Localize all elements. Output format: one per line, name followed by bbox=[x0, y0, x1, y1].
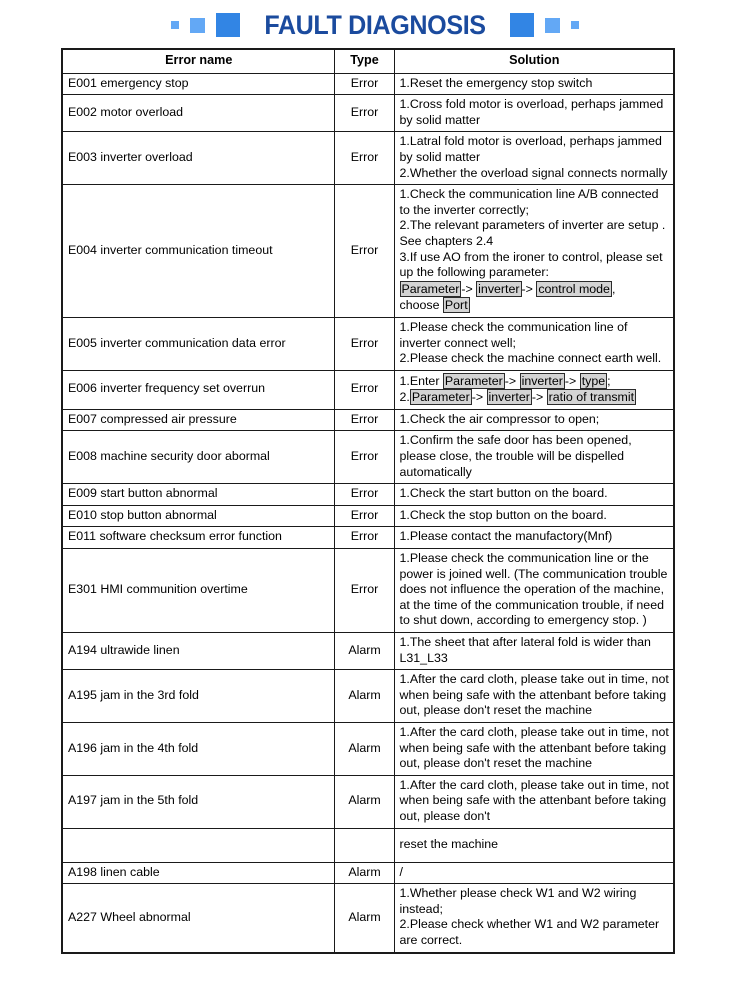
solution-line: 3.If use AO from the ironer to control, please set up the following parameter: bbox=[399, 249, 663, 280]
column-header-solution: Solution bbox=[394, 49, 674, 73]
solution-line: 1.Check the start button on the board. bbox=[399, 486, 608, 501]
table-row bbox=[62, 884, 674, 953]
decor-square-small-right bbox=[571, 21, 579, 29]
table-row bbox=[62, 95, 674, 132]
solution-line: 1.The sheet that after lateral fold is wider than L31_L33 bbox=[399, 635, 651, 665]
parameter-token: inverter bbox=[521, 373, 563, 388]
table-body bbox=[62, 73, 674, 952]
solution-line: 2.Whether the overload signal connects normally bbox=[399, 165, 668, 180]
table-row bbox=[62, 73, 674, 95]
parameter-token: type bbox=[581, 373, 606, 388]
solution-line: 1.After the card cloth, please take out in time, not when being safe with the attenbant before taking out, please don't reset the machine bbox=[399, 724, 669, 771]
cell-solution bbox=[394, 95, 674, 132]
cell-solution bbox=[394, 549, 674, 633]
cell-error-name: A195 jam in the 3rd fold bbox=[62, 670, 334, 723]
decor-square-large-left bbox=[216, 13, 240, 37]
decor-square-large-right bbox=[510, 13, 534, 37]
cell-solution bbox=[394, 73, 674, 95]
table-row bbox=[62, 527, 674, 549]
table-row bbox=[62, 549, 674, 633]
solution-line: / bbox=[399, 864, 403, 879]
cell-solution bbox=[394, 505, 674, 527]
cell-solution bbox=[394, 862, 674, 884]
cell-solution bbox=[394, 527, 674, 549]
cell-type: Error bbox=[334, 505, 394, 527]
fault-diagnosis-table bbox=[61, 48, 675, 954]
parameter-token: Parameter bbox=[411, 390, 470, 405]
solution-line: 1.Confirm the safe door has been opened, please close, the trouble will be dispelled automatically bbox=[399, 433, 632, 479]
table-row bbox=[62, 132, 674, 185]
table-row bbox=[62, 370, 674, 409]
cell-type: Error bbox=[334, 484, 394, 506]
solution-line: 1.Enter Parameter -> inverter -> type ; bbox=[399, 373, 611, 388]
cell-error-name: E001 emergency stop bbox=[62, 73, 334, 95]
cell-solution bbox=[394, 185, 674, 318]
decor-square-medium-right bbox=[545, 18, 560, 33]
cell-type: Alarm bbox=[334, 862, 394, 884]
solution-line: 1.Check the stop button on the board. bbox=[399, 507, 607, 522]
cell-type: Error bbox=[334, 132, 394, 185]
solution-line: 1.Please check the communication line or the power is joined well. (The communication trouble does not influence the operation of the machine, at the time of the communication trouble, if need to shut down, according to emergency stop. ) bbox=[399, 551, 668, 628]
cell-type: Error bbox=[334, 431, 394, 484]
decor-square-medium-left bbox=[190, 18, 205, 33]
cell-error-name: E010 stop button abnormal bbox=[62, 505, 334, 527]
table-row bbox=[62, 670, 674, 723]
solution-line: 1.Please contact the manufactory(Mnf) bbox=[399, 529, 613, 544]
cell-error-name: E011 software checksum error function bbox=[62, 527, 334, 549]
table-row bbox=[62, 722, 674, 775]
cell-solution bbox=[394, 132, 674, 185]
table-row bbox=[62, 185, 674, 318]
cell-error-name: A196 jam in the 4th fold bbox=[62, 722, 334, 775]
cell-type: Error bbox=[334, 549, 394, 633]
cell-type: Alarm bbox=[334, 633, 394, 670]
cell-solution bbox=[394, 409, 674, 431]
solution-line: 1.Whether please check W1 and W2 wiring instead; bbox=[399, 886, 637, 916]
cell-error-name: A194 ultrawide linen bbox=[62, 633, 334, 670]
decor-square-small-left bbox=[171, 21, 179, 29]
solution-line: 1.Reset the emergency stop switch bbox=[399, 75, 593, 90]
cell-error-name: E002 motor overload bbox=[62, 95, 334, 132]
cell-type: Alarm bbox=[334, 775, 394, 828]
solution-line: 1.Please check the communication line of inverter connect well; bbox=[399, 319, 628, 350]
cell-type: Error bbox=[334, 317, 394, 370]
table-row bbox=[62, 431, 674, 484]
cell-type: Alarm bbox=[334, 670, 394, 723]
table-header bbox=[62, 49, 674, 73]
parameter-token: control mode bbox=[538, 281, 610, 296]
cell-solution bbox=[394, 884, 674, 953]
parameter-token: Port bbox=[444, 298, 468, 313]
cell-solution bbox=[394, 670, 674, 723]
cell-type: Error bbox=[334, 527, 394, 549]
table-row bbox=[62, 862, 674, 884]
solution-line: 1.After the card cloth, please take out in time, not when being safe with the attenbant before taking out, please don't reset the machine bbox=[399, 672, 669, 718]
cell-error-name: A197 jam in the 5th fold bbox=[62, 775, 334, 828]
cell-solution bbox=[394, 775, 674, 828]
table-row bbox=[62, 828, 674, 862]
table-row bbox=[62, 409, 674, 431]
solution-line: Parameter -> inverter -> control mode , bbox=[401, 281, 616, 296]
fault-table-wrapper bbox=[0, 48, 750, 954]
cell-error-name bbox=[62, 828, 334, 862]
table-row bbox=[62, 775, 674, 828]
cell-error-name: E005 inverter communication data error bbox=[62, 317, 334, 370]
parameter-token: Parameter bbox=[444, 373, 503, 388]
cell-error-name: E009 start button abnormal bbox=[62, 484, 334, 506]
cell-type: Error bbox=[334, 370, 394, 409]
solution-line: 1.Cross fold motor is overload, perhaps jammed by solid matter bbox=[399, 97, 664, 127]
cell-error-name: E003 inverter overload bbox=[62, 132, 334, 185]
table-row bbox=[62, 633, 674, 670]
cell-solution bbox=[394, 370, 674, 409]
cell-solution bbox=[394, 722, 674, 775]
cell-error-name: E006 inverter frequency set overrun bbox=[62, 370, 334, 409]
table-row bbox=[62, 317, 674, 370]
solution-line: 2.Parameter -> inverter -> ratio of transmit bbox=[399, 390, 635, 405]
cell-type: Error bbox=[334, 409, 394, 431]
table-header-row bbox=[62, 49, 674, 73]
solution-line: 2.The relevant parameters of inverter are setup . See chapters 2.4 bbox=[399, 218, 666, 248]
cell-error-name: E004 inverter communication timeout bbox=[62, 185, 334, 318]
column-header-type: Type bbox=[334, 49, 394, 73]
page-header bbox=[0, 0, 750, 48]
cell-error-name: A198 linen cable bbox=[62, 862, 334, 884]
cell-solution bbox=[394, 828, 674, 862]
table-row bbox=[62, 484, 674, 506]
decoration-group-left bbox=[171, 13, 240, 37]
parameter-token: inverter bbox=[488, 390, 530, 405]
cell-type: Error bbox=[334, 185, 394, 318]
solution-line: 2.Please check whether W1 and W2 parameter are correct. bbox=[399, 917, 660, 947]
cell-error-name: E301 HMI communition overtime bbox=[62, 549, 334, 633]
page-title: FAULT DIAGNOSIS bbox=[264, 9, 486, 40]
cell-type bbox=[334, 828, 394, 862]
cell-solution bbox=[394, 633, 674, 670]
decoration-group-right bbox=[510, 13, 579, 37]
cell-type: Error bbox=[334, 73, 394, 95]
solution-line: reset the machine bbox=[399, 836, 498, 851]
parameter-token: inverter bbox=[478, 281, 520, 296]
table-row bbox=[62, 505, 674, 527]
cell-solution bbox=[394, 431, 674, 484]
cell-solution bbox=[394, 317, 674, 370]
cell-error-name: E007 compressed air pressure bbox=[62, 409, 334, 431]
cell-error-name: E008 machine security door abormal bbox=[62, 431, 334, 484]
parameter-token: Parameter bbox=[401, 281, 460, 296]
cell-type: Error bbox=[334, 95, 394, 132]
column-header-error-name: Error name bbox=[62, 49, 334, 73]
solution-line: 1.Check the communication line A/B connected to the inverter correctly; bbox=[399, 187, 659, 217]
cell-solution bbox=[394, 484, 674, 506]
solution-line: 1.Check the air compressor to open; bbox=[399, 411, 600, 426]
parameter-token: ratio of transmit bbox=[548, 390, 635, 405]
solution-line: 1.After the card cloth, please take out in time, not when being safe with the attenbant before taking out, please don't bbox=[399, 777, 669, 823]
solution-line: 2.Please check the machine connect earth well. bbox=[399, 351, 662, 366]
cell-type: Alarm bbox=[334, 884, 394, 953]
cell-type: Alarm bbox=[334, 722, 394, 775]
solution-line: 1.Latral fold motor is overload, perhaps jammed by solid matter bbox=[399, 134, 662, 164]
cell-error-name: A227 Wheel abnormal bbox=[62, 884, 334, 953]
solution-line: choose Port bbox=[399, 298, 468, 313]
